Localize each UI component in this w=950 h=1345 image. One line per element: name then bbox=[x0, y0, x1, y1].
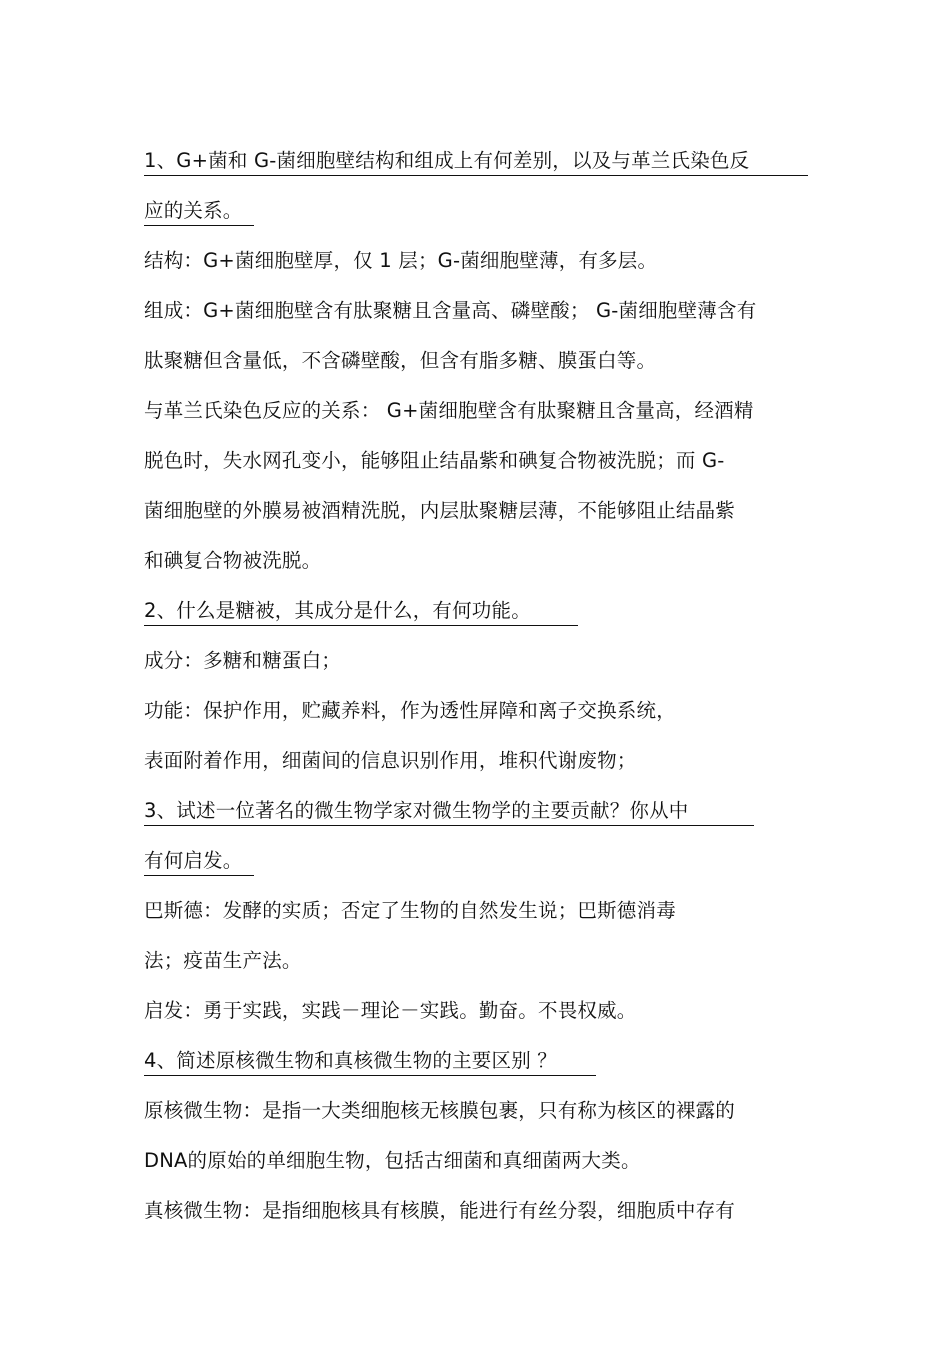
answer-1-structure: 结构：G+菌细胞壁厚，仅 1 层；G-菌细胞壁薄，有多层。 bbox=[144, 249, 658, 272]
question-4: 4、简述原核微生物和真核微生物的主要区别 ？ bbox=[144, 1048, 596, 1076]
answer-1-gram-line-2: 脱色时，失水网孔变小，能够阻止结晶紫和碘复合物被洗脱；而 G- bbox=[144, 449, 725, 472]
answer-4-prokaryote-line-2: DNA的原始的单细胞生物，包括古细菌和真细菌两大类。 bbox=[144, 1149, 641, 1172]
question-3-line-1: 3、试述一位著名的微生物学家对微生物学的主要贡献？你从中 bbox=[144, 798, 754, 826]
answer-1-gram-line-4: 和碘复合物被洗脱。 bbox=[144, 549, 322, 572]
question-2: 2、什么是糖被，其成分是什么，有何功能。 bbox=[144, 598, 578, 626]
answer-4-prokaryote-line-1: 原核微生物：是指一大类细胞核无核膜包裹，只有称为核区的裸露的 bbox=[144, 1099, 736, 1122]
answer-1-gram-line-1: 与革兰氏染色反应的关系： G+菌细胞壁含有肽聚糖且含量高，经酒精 bbox=[144, 399, 754, 422]
answer-2-composition: 成分：多糖和糖蛋白； bbox=[144, 649, 342, 672]
question-1-line-2: 应的关系。 bbox=[144, 198, 254, 226]
answer-3-pasteur-line-1: 巴斯德：发酵的实质；否定了生物的自然发生说；巴斯德消毒 bbox=[144, 899, 676, 922]
answer-1-composition-line-2: 肽聚糖但含量低，不含磷壁酸，但含有脂多糖、膜蛋白等。 bbox=[144, 349, 657, 372]
answer-2-function-line-2: 表面附着作用，细菌间的信息识别作用，堆积代谢废物； bbox=[144, 749, 637, 772]
question-1-line-1: 1、G+菌和 G-菌细胞壁结构和组成上有何差别，以及与革兰氏染色反 bbox=[144, 148, 808, 176]
answer-3-inspiration: 启发：勇于实践，实践－理论－实践。勤奋。不畏权威。 bbox=[144, 999, 637, 1022]
answer-1-gram-line-3: 菌细胞壁的外膜易被酒精洗脱，内层肽聚糖层薄，不能够阻止结晶紫 bbox=[144, 499, 736, 522]
answer-4-eukaryote-line-1: 真核微生物：是指细胞核具有核膜，能进行有丝分裂，细胞质中存有 bbox=[144, 1199, 736, 1222]
answer-2-function-line-1: 功能：保护作用，贮藏养料，作为透性屏障和离子交换系统， bbox=[144, 699, 676, 722]
question-3-line-2: 有何启发。 bbox=[144, 848, 254, 876]
answer-1-composition-line-1: 组成：G+菌细胞壁含有肽聚糖且含量高、磷壁酸； G-菌细胞壁薄含有 bbox=[144, 299, 757, 322]
answer-3-pasteur-line-2: 法；疫苗生产法。 bbox=[144, 949, 302, 972]
